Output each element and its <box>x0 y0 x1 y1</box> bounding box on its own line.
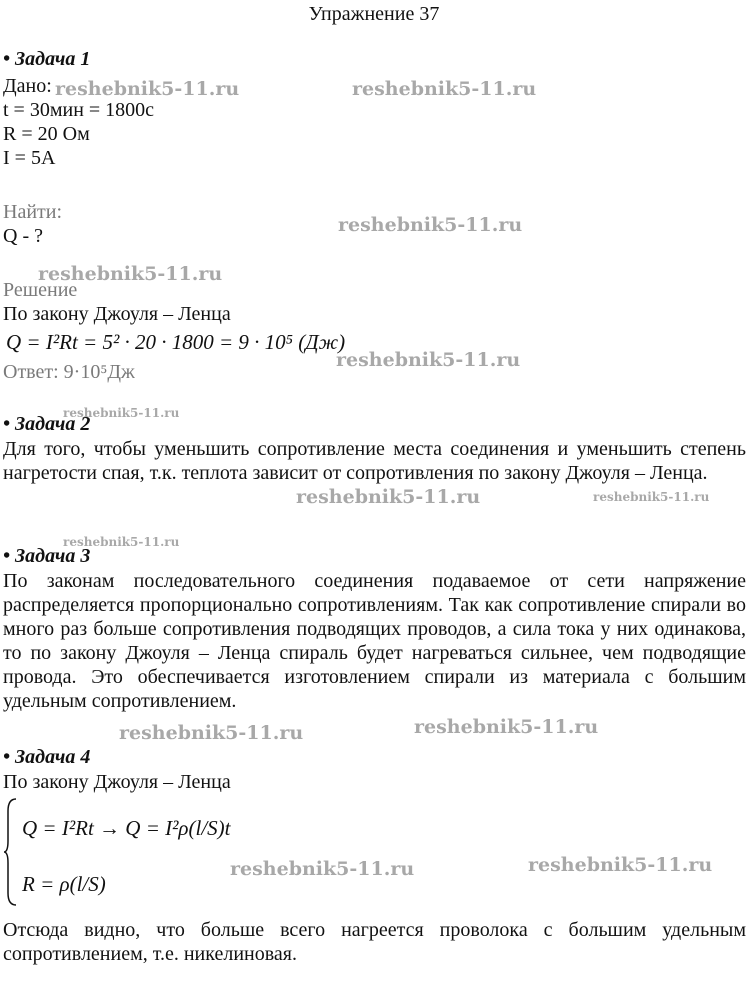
find-value: Q - ? <box>3 225 43 247</box>
watermark: reshebnik5-11.ru <box>38 263 223 285</box>
given-time: t = 30мин = 1800с <box>3 99 155 121</box>
solution-label: Решение <box>3 279 78 301</box>
watermark: reshebnik5-11.ru <box>338 214 523 236</box>
task3-heading: • Задача 3 <box>3 545 91 567</box>
task1-formula: Q = I²Rt = 5² · 20 · 1800 = 9 · 10⁵ (Дж) <box>6 330 346 354</box>
watermark: reshebnik5-11.ru <box>63 406 180 420</box>
watermark: reshebnik5-11.ru <box>414 716 599 738</box>
watermark: reshebnik5-11.ru <box>336 349 521 371</box>
watermark: reshebnik5-11.ru <box>119 722 304 744</box>
watermark: reshebnik5-11.ru <box>296 486 481 508</box>
task4-eq1: Q = I²Rt → Q = I²ρ(l/S)t <box>22 816 231 840</box>
watermark: reshebnik5-11.ru <box>528 854 713 876</box>
system-brace <box>3 797 19 907</box>
watermark: reshebnik5-11.ru <box>593 490 710 504</box>
page-title: Упражнение 37 <box>308 3 440 25</box>
find-label: Найти: <box>3 201 63 223</box>
given-current: I = 5A <box>3 147 56 169</box>
task1-heading: • Задача 1 <box>3 48 91 70</box>
task4-eq2: R = ρ(l/S) <box>22 872 106 896</box>
task1-answer: Ответ: 9·10⁵Дж <box>3 361 135 383</box>
task4-law: По закону Джоуля – Ленца <box>3 771 231 793</box>
task4-heading: • Задача 4 <box>3 746 91 768</box>
task2-heading: • Задача 2 <box>3 413 91 435</box>
given-resistance: R = 20 Ом <box>3 123 90 145</box>
watermark: reshebnik5-11.ru <box>352 78 537 100</box>
task4-conclusion: Отсюда видно, что больше всего нагреется проволока с большим удельным сопротивлением, т.е. никелиновая. <box>3 919 746 965</box>
task3-text: По законам последовательного соединения подаваемое от сети напряжение распределяется пропорционально сопротивлениям. Так как сопротивление спирали во много раз больше сопротивления подводящих проводов, а сила тока у них одинакова, то по закону Джоуля – Ленца спираль будет нагреваться сильнее, чем подводящие провода. Это обеспечивается изготовлением спирали из материала с большим удельным сопротивлением. <box>3 570 746 712</box>
task1-law: По закону Джоуля – Ленца <box>3 303 231 325</box>
task2-text: Для того, чтобы уменьшить сопротивление места соединения и уменьшить степень нагретости спая, т.к. теплота зависит от сопротивления по закону Джоуля – Ленца. <box>3 438 746 484</box>
watermark: reshebnik5-11.ru <box>55 78 240 100</box>
watermark: reshebnik5-11.ru <box>230 858 415 880</box>
watermark: reshebnik5-11.ru <box>63 535 180 549</box>
given-label: Дано: <box>3 75 52 97</box>
